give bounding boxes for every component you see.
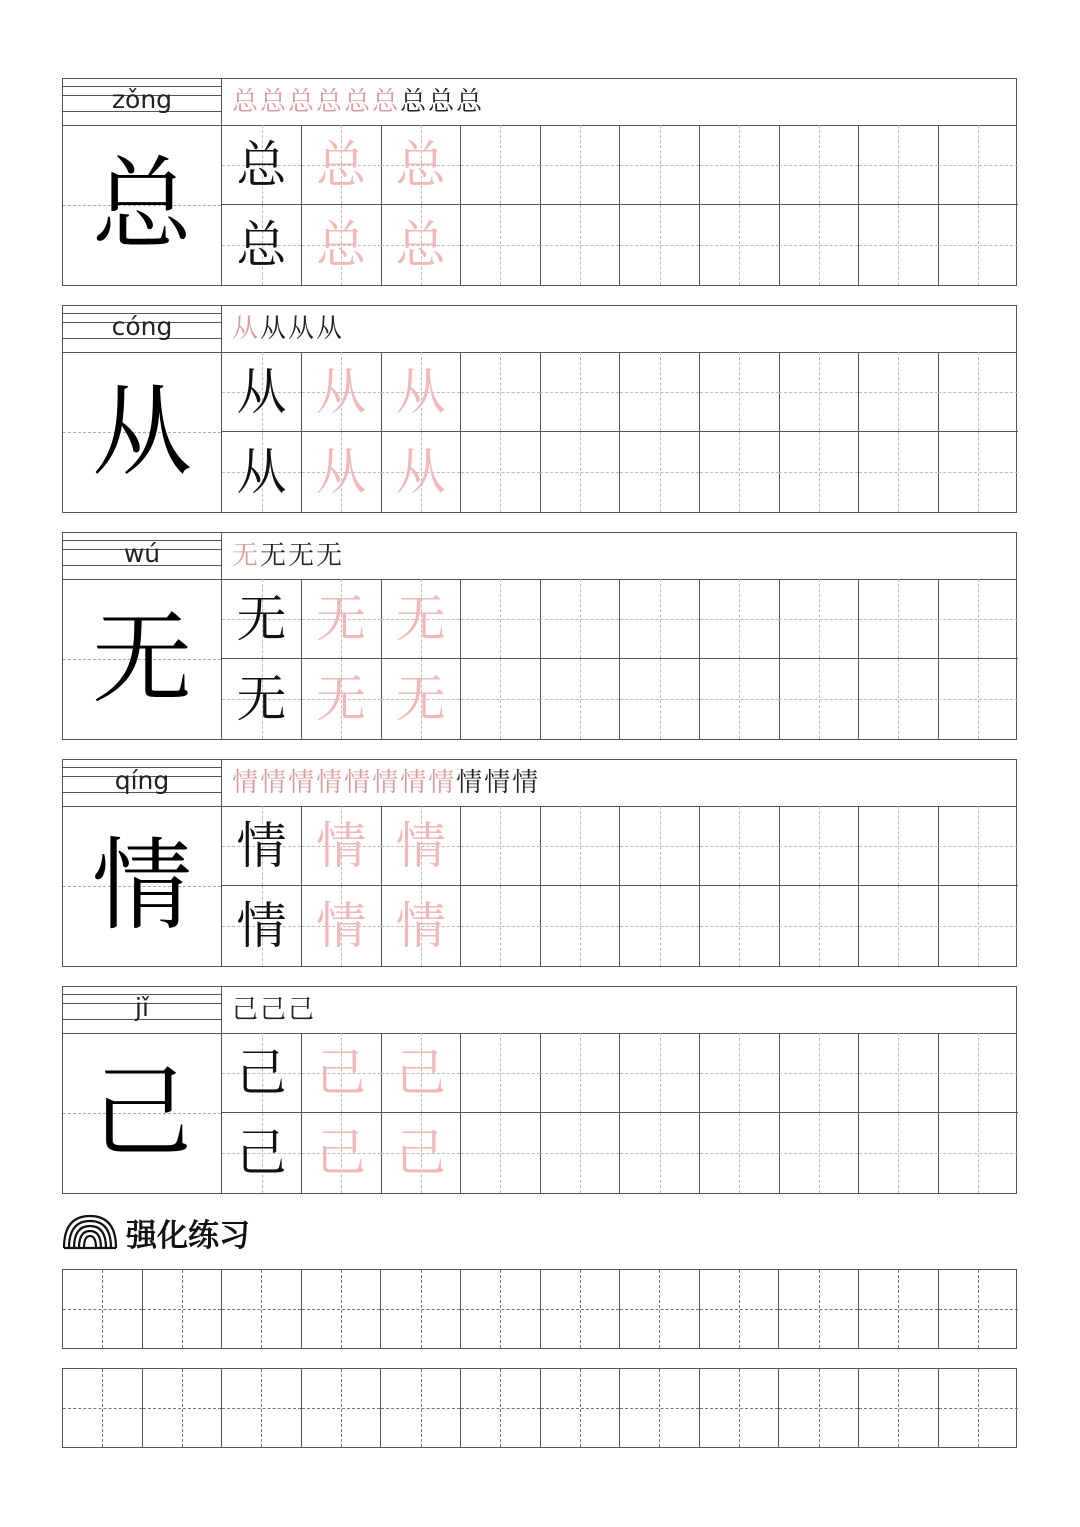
writing-cell[interactable] — [938, 579, 1018, 659]
character-block — [62, 759, 1017, 967]
character-block — [62, 78, 1017, 286]
writing-cell[interactable] — [461, 205, 541, 285]
writing-cell[interactable] — [381, 806, 461, 886]
model-character: 总 — [236, 135, 287, 194]
stroke-step: 无 — [260, 541, 287, 571]
stroke-step: 总 — [232, 87, 259, 117]
large-character-cell — [63, 579, 222, 739]
writing-cell[interactable] — [779, 806, 859, 886]
trace-character: 无 — [316, 670, 367, 728]
section-header — [62, 1212, 250, 1252]
stroke-step: 无 — [316, 541, 343, 571]
stroke-step: 总 — [428, 87, 455, 117]
stroke-step: 情 — [400, 768, 427, 798]
writing-cell[interactable] — [779, 205, 859, 285]
practice-cell[interactable] — [859, 1369, 939, 1447]
writing-cell[interactable] — [779, 1033, 859, 1113]
writing-cell[interactable] — [222, 579, 302, 659]
writing-cell[interactable] — [938, 1033, 1018, 1113]
practice-cell[interactable] — [143, 1270, 223, 1348]
writing-cell[interactable] — [779, 579, 859, 659]
trace-character: 无 — [316, 589, 367, 648]
writing-cell[interactable] — [620, 806, 700, 886]
practice-cell[interactable] — [939, 1270, 1019, 1348]
writing-cell[interactable] — [700, 806, 780, 886]
writing-cell[interactable] — [700, 659, 780, 739]
writing-cell[interactable] — [461, 806, 541, 886]
writing-cell[interactable] — [938, 205, 1018, 285]
stroke-order-row — [222, 79, 1016, 126]
writing-cell[interactable] — [540, 579, 620, 659]
section-title: 强化练习 — [126, 1217, 250, 1254]
writing-cell[interactable] — [222, 125, 302, 205]
writing-cell[interactable] — [222, 659, 302, 739]
writing-grid — [222, 125, 1016, 285]
model-character: 无 — [236, 589, 287, 648]
practice-cell[interactable] — [222, 1270, 302, 1348]
large-character: 己 — [92, 1054, 192, 1171]
stroke-step: 总 — [400, 87, 427, 117]
trace-character: 情 — [316, 816, 367, 875]
pinyin-label: cóng — [111, 312, 173, 341]
large-character: 情 — [92, 827, 192, 944]
stroke-step: 情 — [260, 768, 287, 798]
trace-character: 总 — [395, 216, 446, 274]
stroke-sequence — [232, 768, 538, 798]
writing-cell[interactable] — [540, 352, 620, 432]
stroke-step: 无 — [232, 541, 259, 571]
trace-character: 己 — [316, 1124, 367, 1182]
writing-cell[interactable] — [381, 659, 461, 739]
practice-cell[interactable] — [302, 1270, 382, 1348]
writing-cell[interactable] — [938, 886, 1018, 966]
writing-cell[interactable] — [859, 579, 939, 659]
writing-cell[interactable] — [302, 432, 382, 512]
writing-grid — [222, 1033, 1016, 1193]
writing-cell[interactable] — [620, 352, 700, 432]
trace-character: 从 — [395, 362, 446, 421]
practice-cell[interactable] — [700, 1270, 780, 1348]
large-character-cell — [63, 806, 222, 966]
writing-cell[interactable] — [302, 1033, 382, 1113]
practice-cell[interactable] — [779, 1270, 859, 1348]
writing-cell[interactable] — [222, 205, 302, 285]
writing-cell[interactable] — [700, 1113, 780, 1193]
stroke-step: 情 — [484, 768, 511, 798]
practice-cell[interactable] — [461, 1270, 541, 1348]
writing-cell[interactable] — [938, 352, 1018, 432]
practice-row-2[interactable] — [62, 1368, 1017, 1448]
model-character: 情 — [236, 816, 287, 875]
writing-cell[interactable] — [700, 125, 780, 205]
writing-cell[interactable] — [859, 352, 939, 432]
writing-cell[interactable] — [302, 1113, 382, 1193]
writing-cell[interactable] — [381, 125, 461, 205]
stroke-order-row — [222, 306, 1016, 353]
stroke-step: 己 — [288, 995, 315, 1025]
trace-character: 情 — [395, 897, 446, 955]
practice-cell[interactable] — [620, 1369, 700, 1447]
pinyin-label: qíng — [114, 766, 170, 795]
writing-cell[interactable] — [540, 205, 620, 285]
stroke-step: 从 — [288, 314, 315, 344]
writing-cell[interactable] — [381, 205, 461, 285]
writing-cell[interactable] — [461, 125, 541, 205]
pinyin-area — [63, 306, 222, 353]
stroke-step: 无 — [288, 541, 315, 571]
writing-cell[interactable] — [222, 352, 302, 432]
writing-cell[interactable] — [461, 579, 541, 659]
writing-cell[interactable] — [540, 432, 620, 512]
writing-cell[interactable] — [859, 659, 939, 739]
stroke-step: 总 — [316, 87, 343, 117]
pinyin-label: jǐ — [135, 993, 149, 1022]
model-character: 从 — [236, 443, 287, 501]
writing-cell[interactable] — [381, 432, 461, 512]
practice-cell[interactable] — [859, 1270, 939, 1348]
wave-pattern-icon — [62, 1212, 118, 1252]
writing-cell[interactable] — [540, 659, 620, 739]
writing-cell[interactable] — [381, 886, 461, 966]
writing-cell[interactable] — [302, 579, 382, 659]
writing-cell[interactable] — [620, 1113, 700, 1193]
writing-cell[interactable] — [381, 352, 461, 432]
stroke-step: 情 — [344, 768, 371, 798]
writing-cell[interactable] — [461, 659, 541, 739]
writing-cell[interactable] — [620, 886, 700, 966]
stroke-step: 总 — [260, 87, 287, 117]
pinyin-area — [63, 533, 222, 580]
practice-cell[interactable] — [63, 1369, 143, 1447]
character-block — [62, 532, 1017, 740]
stroke-order-row — [222, 533, 1016, 580]
writing-cell[interactable] — [700, 205, 780, 285]
practice-cell[interactable] — [302, 1369, 382, 1447]
writing-cell[interactable] — [700, 432, 780, 512]
practice-cell[interactable] — [381, 1369, 461, 1447]
stroke-sequence — [232, 314, 342, 344]
writing-cell[interactable] — [938, 1113, 1018, 1193]
writing-cell[interactable] — [461, 432, 541, 512]
writing-cell[interactable] — [540, 886, 620, 966]
writing-cell[interactable] — [700, 886, 780, 966]
practice-row-1[interactable] — [62, 1269, 1017, 1349]
stroke-step: 从 — [260, 314, 287, 344]
writing-cell[interactable] — [302, 205, 382, 285]
trace-character: 无 — [395, 670, 446, 728]
writing-cell[interactable] — [222, 886, 302, 966]
trace-character: 从 — [395, 443, 446, 501]
writing-cell[interactable] — [859, 1113, 939, 1193]
trace-character: 从 — [316, 362, 367, 421]
writing-cell[interactable] — [381, 1113, 461, 1193]
stroke-step: 己 — [232, 995, 259, 1025]
writing-cell[interactable] — [461, 1033, 541, 1113]
stroke-step: 从 — [316, 314, 343, 344]
writing-cell[interactable] — [461, 352, 541, 432]
writing-cell[interactable] — [381, 1033, 461, 1113]
writing-cell[interactable] — [222, 432, 302, 512]
trace-character: 情 — [316, 897, 367, 955]
writing-grid — [222, 352, 1016, 512]
stroke-step: 情 — [456, 768, 483, 798]
stroke-step: 总 — [344, 87, 371, 117]
practice-cell[interactable] — [700, 1369, 780, 1447]
writing-cell[interactable] — [302, 659, 382, 739]
practice-cell[interactable] — [541, 1369, 621, 1447]
stroke-step: 情 — [512, 768, 539, 798]
writing-cell[interactable] — [540, 1113, 620, 1193]
stroke-step: 总 — [456, 87, 483, 117]
writing-cell[interactable] — [222, 1113, 302, 1193]
writing-cell[interactable] — [540, 806, 620, 886]
writing-cell[interactable] — [700, 352, 780, 432]
writing-cell[interactable] — [461, 1113, 541, 1193]
writing-cell[interactable] — [222, 1033, 302, 1113]
practice-cell[interactable] — [620, 1270, 700, 1348]
writing-cell[interactable] — [620, 125, 700, 205]
character-block — [62, 305, 1017, 513]
writing-cell[interactable] — [620, 579, 700, 659]
writing-cell[interactable] — [779, 432, 859, 512]
writing-cell[interactable] — [302, 125, 382, 205]
large-character-cell — [63, 1033, 222, 1193]
writing-cell[interactable] — [302, 886, 382, 966]
stroke-sequence — [232, 541, 342, 571]
stroke-step: 己 — [260, 995, 287, 1025]
practice-cell[interactable] — [779, 1369, 859, 1447]
model-character: 己 — [236, 1043, 287, 1102]
writing-cell[interactable] — [620, 659, 700, 739]
pinyin-area — [63, 987, 222, 1034]
trace-character: 总 — [316, 135, 367, 194]
writing-cell[interactable] — [859, 432, 939, 512]
writing-cell[interactable] — [859, 125, 939, 205]
practice-cell[interactable] — [461, 1369, 541, 1447]
writing-cell[interactable] — [620, 432, 700, 512]
writing-grid — [222, 806, 1016, 966]
writing-cell[interactable] — [620, 1033, 700, 1113]
pinyin-area — [63, 79, 222, 126]
large-character-cell — [63, 352, 222, 512]
writing-cell[interactable] — [859, 1033, 939, 1113]
practice-cell[interactable] — [381, 1270, 461, 1348]
stroke-order-row — [222, 760, 1016, 807]
writing-cell[interactable] — [779, 659, 859, 739]
writing-cell[interactable] — [938, 125, 1018, 205]
trace-character: 己 — [395, 1124, 446, 1182]
writing-cell[interactable] — [302, 806, 382, 886]
writing-cell[interactable] — [540, 1033, 620, 1113]
practice-cell[interactable] — [63, 1270, 143, 1348]
practice-cell[interactable] — [939, 1369, 1019, 1447]
writing-cell[interactable] — [381, 579, 461, 659]
stroke-step: 情 — [428, 768, 455, 798]
stroke-step: 情 — [372, 768, 399, 798]
writing-cell[interactable] — [461, 886, 541, 966]
model-character: 情 — [236, 897, 287, 955]
practice-cell[interactable] — [143, 1369, 223, 1447]
model-character: 无 — [236, 670, 287, 728]
writing-cell[interactable] — [859, 205, 939, 285]
model-character: 从 — [236, 362, 287, 421]
writing-cell[interactable] — [938, 806, 1018, 886]
stroke-step: 情 — [316, 768, 343, 798]
stroke-step: 总 — [372, 87, 399, 117]
stroke-step: 情 — [232, 768, 259, 798]
writing-cell[interactable] — [859, 886, 939, 966]
pinyin-label: zǒng — [111, 85, 173, 114]
trace-character: 情 — [395, 816, 446, 875]
writing-cell[interactable] — [779, 886, 859, 966]
stroke-sequence — [232, 995, 314, 1025]
large-character-cell — [63, 125, 222, 285]
trace-character: 己 — [316, 1043, 367, 1102]
trace-character: 总 — [395, 135, 446, 194]
stroke-step: 总 — [288, 87, 315, 117]
writing-cell[interactable] — [222, 806, 302, 886]
practice-cell[interactable] — [541, 1270, 621, 1348]
large-character: 无 — [92, 600, 192, 717]
practice-cell[interactable] — [222, 1369, 302, 1447]
writing-cell[interactable] — [700, 579, 780, 659]
model-character: 己 — [236, 1124, 287, 1182]
large-character: 总 — [92, 146, 192, 263]
stroke-step: 从 — [232, 314, 259, 344]
model-character: 总 — [236, 216, 287, 274]
trace-character: 总 — [316, 216, 367, 274]
writing-cell[interactable] — [938, 659, 1018, 739]
stroke-order-row — [222, 987, 1016, 1034]
writing-cell[interactable] — [938, 432, 1018, 512]
pinyin-label: wú — [123, 539, 161, 568]
large-character: 从 — [92, 373, 192, 490]
writing-cell[interactable] — [620, 205, 700, 285]
writing-cell[interactable] — [779, 125, 859, 205]
trace-character: 无 — [395, 589, 446, 648]
stroke-step: 情 — [288, 768, 315, 798]
writing-cell[interactable] — [859, 806, 939, 886]
writing-grid — [222, 579, 1016, 739]
writing-cell[interactable] — [540, 125, 620, 205]
writing-cell[interactable] — [302, 352, 382, 432]
pinyin-area — [63, 760, 222, 807]
writing-cell[interactable] — [700, 1033, 780, 1113]
writing-cell[interactable] — [779, 1113, 859, 1193]
stroke-sequence — [232, 87, 482, 117]
trace-character: 从 — [316, 443, 367, 501]
character-block — [62, 986, 1017, 1194]
trace-character: 己 — [395, 1043, 446, 1102]
writing-cell[interactable] — [779, 352, 859, 432]
